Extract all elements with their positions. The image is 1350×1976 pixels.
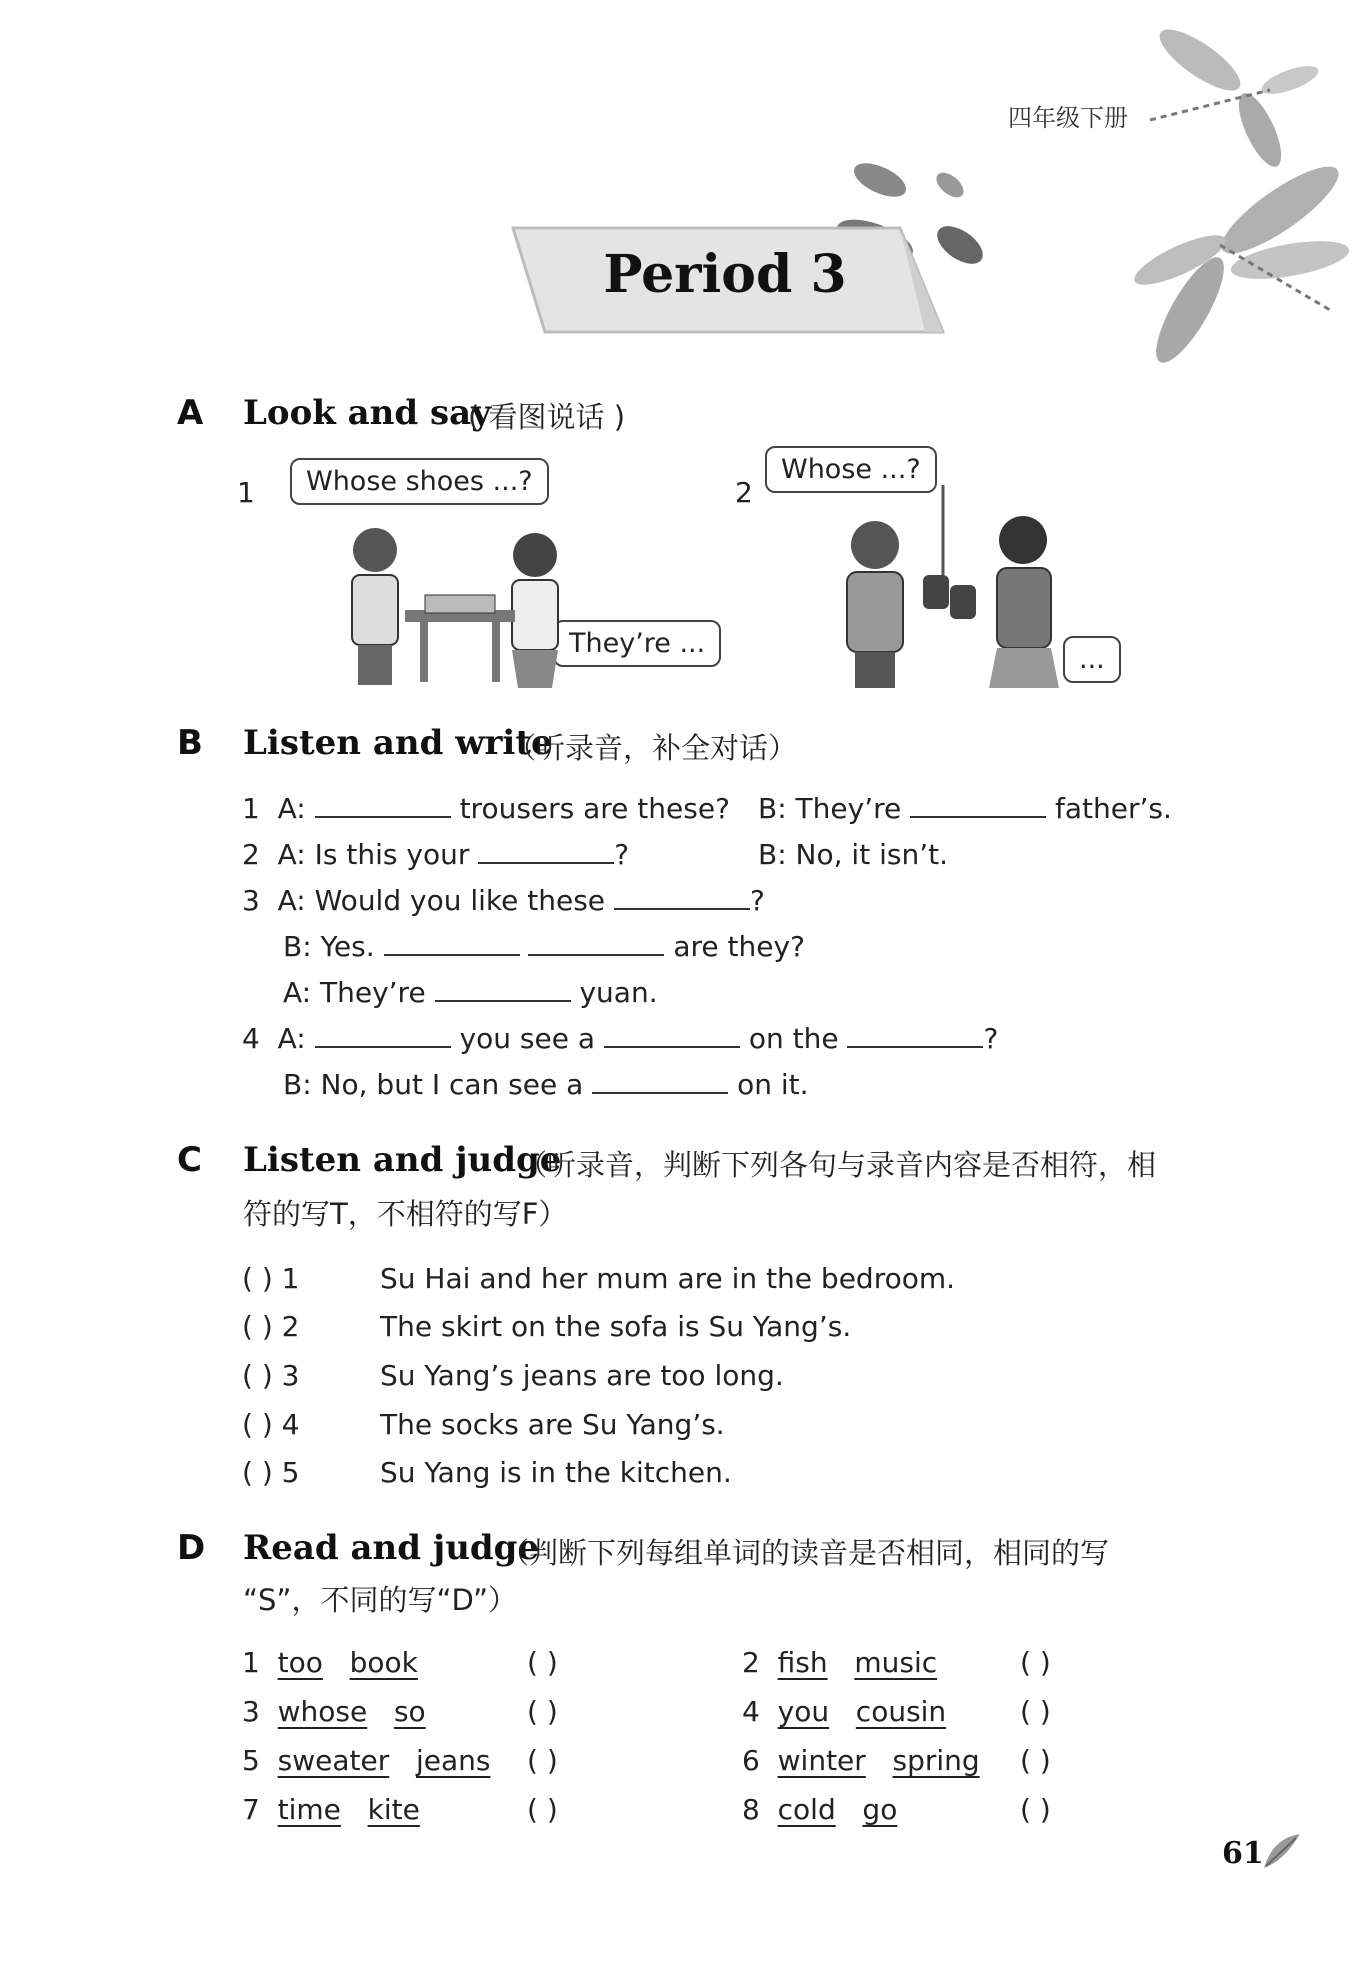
b-line-1: 1 A: trousers are these? bbox=[242, 792, 730, 825]
d-item: 6 winter spring bbox=[742, 1744, 980, 1777]
answer-blank[interactable] bbox=[604, 1024, 740, 1048]
section-d-note: （判断下列每组单词的读音是否相同，相同的写 bbox=[500, 1536, 1110, 1570]
section-d-title: Read and judge bbox=[243, 1528, 540, 1568]
section-a-letter: A bbox=[177, 393, 204, 433]
speech-bubble-whose-shoes: Whose shoes ...? bbox=[290, 458, 549, 505]
answer-blank[interactable] bbox=[592, 1070, 728, 1094]
b-line-4b: B: No, but I can see a on it. bbox=[283, 1068, 809, 1101]
c-item: ( ) 1 Su Hai and her mum are in the bedroom. bbox=[242, 1262, 956, 1295]
answer-blank[interactable] bbox=[910, 794, 1046, 818]
speech-bubble-ellipsis: ... bbox=[1063, 636, 1121, 683]
answer-parens[interactable]: ( ) bbox=[527, 1646, 558, 1679]
answer-parens[interactable]: ( ) bbox=[1020, 1695, 1051, 1728]
b-line-1-reply: B: They’re father’s. bbox=[758, 792, 1172, 825]
answer-blank[interactable] bbox=[478, 840, 614, 864]
section-b-note: （听录音，补全对话） bbox=[507, 731, 798, 765]
speech-bubble-theyre: They’re ... bbox=[553, 620, 721, 667]
c-item: ( ) 2 The skirt on the sofa is Su Yang’s. bbox=[242, 1310, 852, 1343]
answer-parens[interactable]: ( ) bbox=[527, 1695, 558, 1728]
answer-blank[interactable] bbox=[315, 1024, 451, 1048]
answer-parens[interactable]: ( ) bbox=[1020, 1646, 1051, 1679]
section-b-title: Listen and write bbox=[243, 723, 553, 763]
page-number: 61 bbox=[1222, 1836, 1264, 1871]
section-c-note: （听录音，判断下列各句与录音内容是否相符，相 bbox=[518, 1148, 1157, 1182]
answer-parens[interactable]: ( ) bbox=[527, 1744, 558, 1777]
d-item: 7 time kite bbox=[242, 1793, 420, 1826]
section-a-note: ( 看图说话 ) bbox=[468, 400, 626, 434]
d-item: 4 you cousin bbox=[742, 1695, 947, 1728]
speech-bubble-whose: Whose ...? bbox=[765, 446, 937, 493]
b-line-4: 4 A: you see a on the ? bbox=[242, 1022, 999, 1055]
d-item: 5 sweater jeans bbox=[242, 1744, 491, 1777]
b-line-2: 2 A: Is this your ? bbox=[242, 838, 630, 871]
dragonfly-top-illustration bbox=[1140, 20, 1320, 170]
picture-1-number: 1 bbox=[237, 476, 255, 509]
answer-parens[interactable]: ( ) 2 bbox=[242, 1310, 300, 1343]
answer-parens[interactable]: ( ) bbox=[1020, 1793, 1051, 1826]
section-d-letter: D bbox=[177, 1528, 206, 1568]
answer-parens[interactable]: ( ) 5 bbox=[242, 1456, 300, 1489]
picture-2-number: 2 bbox=[735, 476, 753, 509]
c-item: ( ) 4 The socks are Su Yang’s. bbox=[242, 1408, 725, 1441]
dragonfly-right-illustration bbox=[1140, 150, 1340, 360]
answer-parens[interactable]: ( ) bbox=[1020, 1744, 1051, 1777]
section-a-title: Look and say bbox=[243, 393, 491, 433]
section-c-letter: C bbox=[177, 1140, 202, 1180]
grade-label: 四年级下册 bbox=[1008, 104, 1128, 132]
section-b-letter: B bbox=[177, 723, 203, 763]
answer-blank[interactable] bbox=[614, 886, 750, 910]
b-line-2-reply: B: No, it isn’t. bbox=[758, 838, 948, 871]
answer-parens[interactable]: ( ) 4 bbox=[242, 1408, 300, 1441]
answer-parens[interactable]: ( ) bbox=[527, 1793, 558, 1826]
answer-blank[interactable] bbox=[528, 932, 664, 956]
section-c-title: Listen and judge bbox=[243, 1140, 562, 1180]
c-item: ( ) 3 Su Yang’s jeans are too long. bbox=[242, 1359, 784, 1392]
d-item: 2 fish music bbox=[742, 1646, 938, 1679]
leaf-icon bbox=[1262, 1832, 1302, 1872]
section-d-note-cont: “S”，不同的写“D”） bbox=[243, 1583, 518, 1617]
d-item: 3 whose so bbox=[242, 1695, 426, 1728]
answer-blank[interactable] bbox=[847, 1024, 983, 1048]
picture-2-children-gloves bbox=[825, 480, 1065, 690]
d-item: 1 too book bbox=[242, 1646, 418, 1679]
answer-parens[interactable]: ( ) 3 bbox=[242, 1359, 300, 1392]
page-title: Period 3 bbox=[603, 244, 847, 305]
answer-blank[interactable] bbox=[435, 978, 571, 1002]
d-item: 8 cold go bbox=[742, 1793, 898, 1826]
b-line-3b: B: Yes. are they? bbox=[283, 930, 805, 963]
title-banner bbox=[505, 222, 945, 340]
answer-blank[interactable] bbox=[384, 932, 520, 956]
picture-1-children-shoes bbox=[330, 520, 560, 690]
c-item: ( ) 5 Su Yang is in the kitchen. bbox=[242, 1456, 732, 1489]
answer-parens[interactable]: ( ) 1 bbox=[242, 1262, 300, 1295]
section-c-note-cont: 符的写T，不相符的写F） bbox=[243, 1197, 568, 1231]
b-line-3: 3 A: Would you like these ? bbox=[242, 884, 765, 917]
answer-blank[interactable] bbox=[315, 794, 451, 818]
b-line-3c: A: They’re yuan. bbox=[283, 976, 658, 1009]
